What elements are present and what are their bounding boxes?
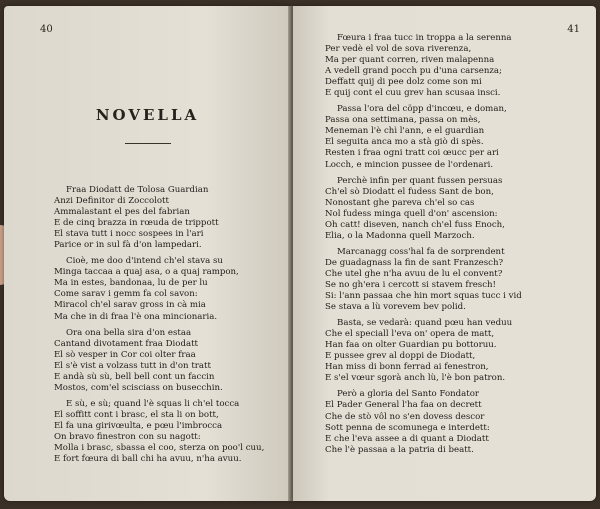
verse-line: Deffatt quij di pee dolz come son mi (325, 77, 482, 88)
verse-line: El stava tutt i nocc sospees in l'ari (54, 229, 204, 240)
verse-line: Basta, se vedarà: quand pœu han veduu (337, 318, 513, 329)
verse-line: Ma per quant corren, riven malapenna (325, 55, 495, 66)
verse-line: Che utel ghe n'ha avuu de lu el convent? (325, 268, 503, 279)
verse-line: Cantand divotament fraa Diodatt (54, 338, 198, 349)
verse-line: Nol fudess minga quell d'on' ascension: (325, 208, 498, 219)
verse-line: E de cinq brazza in rœuda de trippott (54, 218, 219, 229)
verse-line: Minga taccaa a quaj asa, o a quaj rampon, (54, 267, 239, 278)
verse-line: Passa l'ora del cöpp d'incœu, e doman, (337, 104, 507, 115)
poem-title: NOVELLA (95, 106, 200, 124)
verse-line: Ma in estes, bandonaa, lu de per lu (54, 278, 208, 289)
verse-line: E sù, e sù; quand l'è squas li ch'el tocca (66, 398, 240, 409)
verse-line: Han miss di bonn ferrad ai fenestron, (325, 362, 489, 373)
verse-line: E pussee grev al doppi de Diodatt, (325, 351, 476, 362)
verse-line: Passa ona settimana, passa on mès, (325, 115, 481, 126)
left-page-text (54, 185, 264, 465)
verse-line: A vedell grand pocch pu d'una carsenza; (325, 66, 502, 77)
verse-line: El s'è vist a volzass tutt in d'on tratt (54, 360, 211, 371)
verse-line: Fraa Diodatt de Tolosa Guardian (66, 185, 209, 195)
verse-line: E che l'eva assee a di quant a Diodatt (325, 433, 489, 444)
verse-line: E fort fœura di ball chi ha avuu, n'ha avuu. (54, 454, 242, 465)
page-number-right: 41 (567, 24, 580, 35)
verse-line: E andà sù sù, bell bell cont un faccin (54, 371, 215, 382)
verse-line: Fœura i fraa tucc in troppa a la serenna (337, 33, 512, 43)
verse-line: Anzi Definitor di Zoccolott (54, 196, 169, 207)
title-rule (125, 143, 171, 144)
right-page-text (325, 33, 522, 456)
verse-line: Però a gloria del Santo Fondator (337, 389, 480, 400)
verse-line: Che el speciall l'eva on' opera de matt, (325, 329, 495, 340)
verse-line: El Pader General l'ha faa on decrett (325, 400, 482, 411)
verse-line: Ammalastant el pes del fabrian (54, 207, 190, 218)
page-number-left: 40 (40, 24, 53, 35)
verse-line: De guadagnass la fin de sant Franzesch? (325, 257, 504, 268)
verse-line: Oh catt! diseven, nanch ch'el fuss Enoch, (325, 219, 505, 230)
verse-line: Resten i fraa ogni tratt coi œucc per ari (325, 148, 499, 159)
verse-line: Nonostant ghe pareva ch'el so cas (325, 197, 475, 208)
verse-line: E s'el vœur sgorà anch lù, l'è bon patron. (325, 373, 506, 384)
verse-line: Come sarav i gemm fa col savon: (54, 289, 198, 300)
verse-line: Sott penna de scomunega e interdett: (325, 422, 490, 433)
right-page (293, 6, 596, 501)
verse-line: Locch, e mincion pussee de l'ordenari. (325, 159, 494, 170)
verse-line: Ch'el sò Diodatt el fudess Sant de bon, (325, 186, 494, 197)
verse-line: El fa una girivœulta, e pœu l'imbrocca (54, 420, 223, 431)
verse-line: Perchè infin per quant fussen persuas (337, 175, 503, 186)
verse-line: El seguita anca mo a stà giò di spès. (325, 137, 484, 148)
left-page (4, 6, 291, 501)
verse-line: El soffitt cont i brasc, el sta li on bott, (54, 409, 219, 420)
verse-line: Che l'è passaa a la patria di beatt. (325, 444, 474, 455)
verse-line: Parice or in sul fà d'on lampedari. (54, 240, 202, 251)
verse-line: Marcanagg coss'hal fa de sorprendent (337, 246, 505, 257)
verse-line: Miracol ch'el sarav gross in cà mia (54, 300, 206, 311)
verse-line: Elia, o la Madonna quell Marzoch. (325, 230, 475, 241)
verse-line: Mostos, com'el scisciass on busecchin. (54, 382, 223, 393)
verse-line: Han faa on olter Guardian pu bottoruu. (325, 340, 497, 351)
verse-line: Se no gh'era i cercott si stavem fresch! (325, 279, 496, 290)
verse-line: Per vedè el vol de sova riverenza, (325, 44, 472, 55)
verse-line: Meneman l'è chì l'ann, e el guardian (325, 126, 485, 137)
verse-line: Cioè, me doo d'intend ch'el stava su (66, 256, 223, 267)
verse-line: Ma che in di fraa l'è ona mincionaria. (54, 311, 218, 322)
verse-line: Che de stò vôl no s'en dovess descor (325, 411, 485, 422)
verse-line: Se stava a lù vorevem bev polid. (325, 302, 466, 313)
verse-line: Si: l'ann passaa che hin mort squas tucc i vid (325, 291, 522, 302)
verse-line: Molla i brasc, sbassa el coo, sterza on poo'l cuu, (54, 443, 265, 454)
verse-line: E quij cont el cuu grev han scusaa insci. (325, 88, 501, 99)
verse-line: El sò vesper in Cor coi olter fraa (54, 349, 196, 360)
verse-line: Ora ona bella sira d'on estaa (66, 327, 192, 338)
verse-line: On bravo finestron con su nagott: (54, 431, 201, 442)
